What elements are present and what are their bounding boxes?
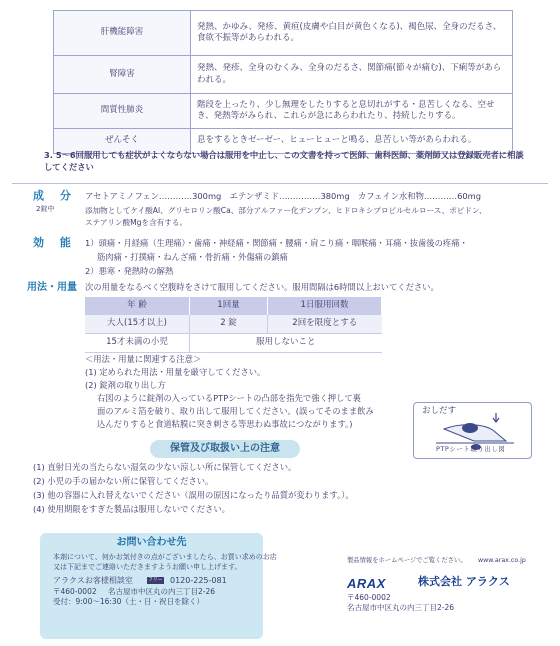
company-url[interactable]: www.arax.co.jp: [478, 557, 526, 564]
symptom-description: 息をするときゼーゼー、ヒューヒューと鳴る、息苦しい等があらわれる。: [197, 135, 477, 146]
table-cell: 2 錠: [190, 315, 268, 334]
contact-zip: 〒460-0002: [53, 587, 97, 596]
column-header: 年 齢: [85, 297, 190, 315]
precaution-item: (2) 錠剤の取り出し方: [85, 380, 166, 390]
table-cell: 服用しないこと: [190, 334, 382, 353]
efficacy-line: 2）悪寒・発熱時の解熱: [85, 266, 174, 276]
consult-note: 3. 5〜6回服用しても症状がよくならない場合は服用を中止し、この文書を持って医師、歯科医師、薬剤師又は登録販売者に相談してください: [44, 150, 524, 172]
symptom-name: 肝機能障害: [54, 11, 191, 55]
table-cell: 大人(15才以上): [85, 315, 190, 334]
divider: [12, 183, 548, 184]
efficacy-label: 効 能: [33, 236, 77, 249]
arax-logo: ARAX: [347, 576, 386, 591]
storage-item: (4) 使用期限をすぎた製品は服用しないでください。: [33, 504, 230, 514]
ingredients-label: 成 分: [33, 189, 77, 202]
dosage-label: 用法・用量: [27, 282, 77, 293]
symptom-name: 間質性肺炎: [54, 94, 191, 128]
ingredients-line: アセトアミノフェン…………300mg エテンザミド……………380mg カフェイン水和物…………60mg: [85, 191, 481, 201]
contact-line: 又は下記までご連絡いただきますようお願い申し上げます。: [53, 563, 242, 571]
table-cell: 15才未満の小児: [85, 334, 190, 353]
additives-line: 添加物としてケイ酸Al、グリセロリン酸Ca、部分アルファー化デンプン、ヒドロキシプロピルセルロース、ポビドン、: [85, 206, 487, 215]
side-effect-row: [54, 94, 512, 129]
table-header-row: [85, 297, 382, 315]
company-address: 名古屋市中区丸の内三丁目2-26: [347, 603, 455, 612]
efficacy-line: 筋肉痛・打撲痛・ねんざ痛・骨折痛・外傷痛の鎮痛: [97, 252, 288, 262]
symptom-name: 腎障害: [54, 56, 191, 93]
symptom-description: 発熱、発疹、全身のむくみ、全身のだるさ、関節痛(節々が痛む)、下痢等があらわれる。: [197, 63, 502, 85]
contact-dept: アラクスお客様相談室: [53, 576, 133, 585]
dosage-intro: 次の用量をなるべく空腹時をさけて服用してください。服用間隔は6時間以上おいてください。: [85, 282, 439, 292]
company-zip: 〒460-0002: [347, 593, 391, 602]
contact-address: 名古屋市中区丸の内三丁目2-26: [108, 587, 216, 596]
precautions-title: ＜用法・用量に関連する注意＞: [85, 354, 202, 364]
contact-phone: 0120-225-081: [170, 576, 227, 585]
precaution-item: 面のアルミ箔を破り、取り出して服用してください。(誤ってそのまま飲み: [97, 406, 374, 416]
precaution-item: 込んだりすると食道粘膜に突き刺さる等思わぬ事故につながります。): [97, 419, 353, 429]
web-note: 製品情報をホームページでご覧ください。: [347, 557, 467, 564]
ingredients-sublabel: 2錠中: [36, 205, 55, 213]
column-header: 1回量: [190, 297, 268, 315]
symptom-description: 発熱、かゆみ、発疹、黄疸(皮膚や白目が黄色くなる)、褐色尿、全身のだるさ、食欲不振等があらわれる。: [197, 21, 502, 43]
table-row: [85, 315, 382, 334]
table-cell: 2回を限度とする: [268, 315, 382, 334]
contact-box: [40, 533, 277, 639]
side-effect-row: [54, 56, 512, 94]
ptp-figure: [413, 402, 532, 459]
dosage-table: [85, 297, 382, 353]
symptom-name: ぜんそく: [54, 129, 191, 153]
symptom-description: 階段を上ったり、少し無理をしたりすると息切れがする・息苦しくなる、空せき、発熱等がみられ、これらが急にあらわれたり、持続したりする。: [197, 99, 495, 121]
storage-item: (2) 小児の手の届かない所に保管してください。: [33, 476, 214, 486]
figure-caption: PTPシート取り出し図: [436, 445, 506, 453]
additives-line: ステアリン酸Mgを含有する。: [85, 218, 188, 227]
figure-title: おしだす: [422, 406, 457, 416]
efficacy-line: 1）頭痛・月経痛（生理痛）・歯痛・神経痛・関節痛・腰痛・肩こり痛・咽喉痛・耳痛・抜歯後の疼痛・: [85, 238, 468, 248]
storage-item: (3) 他の容器に入れ替えないでください（誤用の原因になったり品質が変わります。）。: [33, 490, 354, 500]
storage-item: (1) 直射日光の当たらない湿気の少ない涼しい所に保管してください。: [33, 462, 297, 472]
contact-hours: 受付：9:00〜16:30（土・日・祝日を除く）: [53, 597, 204, 606]
precaution-item: (1) 定められた用法・用量を厳守してください。: [85, 367, 266, 377]
column-header: 1日服用回数: [268, 297, 382, 315]
table-row: [85, 334, 382, 353]
free-dial-badge: フリー: [148, 577, 163, 583]
storage-title: 保管及び取扱い上の注意: [150, 440, 300, 458]
contact-title: お問い合わせ先: [116, 537, 187, 548]
company-name: 株式会社 アラクス: [418, 575, 510, 588]
precaution-item: 右図のように錠剤の入っているPTPシートの凸部を指先で強く押して裏: [97, 393, 361, 403]
side-effects-table: [53, 10, 513, 154]
side-effect-row: [54, 11, 512, 56]
contact-line: 本剤について、何かお気付きの点がございましたら、お買い求めのお店: [53, 553, 277, 561]
